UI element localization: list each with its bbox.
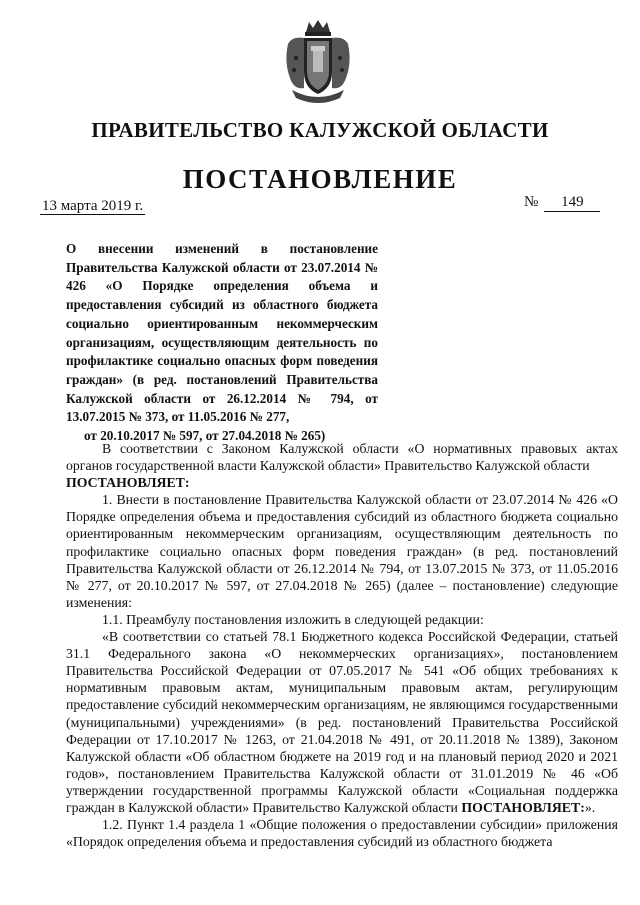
subject-text-end: от 20.10.2017 № 597, от 27.04.2018 № 265) [84, 428, 326, 444]
preamble-paragraph [66, 440, 618, 474]
document-date: 13 марта 2019 г. [42, 198, 144, 214]
kaluga-coat-of-arms-icon [282, 18, 354, 104]
subject-text: О внесении изменений в постановление Правительства Калужской области от 23.07.2014 № 426 «О Порядке определения объема и предоставления субсидий из областного бюджета социально ориентированным некоммерческим организациям, осуществляющим деятельность по профилактике социально опасных форм поведения граждан» (в ред. постановлений Правительства Калужской области от 26.12.2014 № 794, от 13.07.2015 № 373, от 11.05.2016 № 277, [66, 241, 378, 425]
organization-title: ПРАВИТЕЛЬСТВО КАЛУЖСКОЙ ОБЛАСТИ [91, 118, 549, 142]
document-body [66, 440, 618, 850]
quote-paragraph [66, 628, 618, 816]
document-number: 149 [544, 194, 600, 212]
quote-end: ». [584, 799, 596, 815]
quote-text: «В соответствии со статьей 78.1 Бюджетного кодекса Российской Федерации, статьей 31.1 Федерального закона «О некоммерческих организациях», постановлением Правительства Российской Федерации от 07.05.2017 № 541 «Об общих требованиях к нормативным правовым актам, муниципальным правовым актам, регулирующим предоставление субсидий некоммерческим организациям, не являющимся государственными (муниципальными) учреждениями» (в ред. постановлений Правительства Российской Федерации от 17.10.2017 № 1263, от 21.04.2018 № 491, от 20.11.2018 № 1389), Законом Калужской области «Об областном бюджете на 2019 год и на плановый период 2020 и 2021 годов», постановлением Правительства Калужской области от 31.01.2019 № 46 «Об утверждении государственной программы Калужской области «Социальная поддержка граждан в Калужской области» Правительство Калужской области [66, 629, 618, 815]
preamble-text: В соответствии с Законом Калужской области «О нормативных правовых актах органов государственной власти Калужской области» Правительство Калужской области [66, 441, 618, 474]
document-date-line [40, 198, 145, 215]
decree-word: ПОСТАНОВЛЯЕТ: [66, 475, 190, 491]
number-label: № [524, 194, 539, 210]
document-subject [66, 240, 378, 446]
document-type: ПОСТАНОВЛЕНИЕ [182, 164, 458, 194]
document-number-line [524, 194, 600, 212]
item-1-paragraph: 1. Внести в постановление Правительства Калужской области от 23.07.2014 № 426 «О Порядке определения объема и предоставления субсидий из областного бюджета социально ориентированным некоммерческим организациям, осуществляющим деятельность по профилактике социально опасных форм поведения граждан» (в ред. постановлений Правительства Калужской области от 26.12.2014 № 794, от 13.07.2015 № 373, от 11.05.2016 № 277, от 20.10.2017 № 597, от 27.04.2018 № 265) (далее – постановление) следующие изменения: [66, 492, 618, 610]
item-1-2-paragraph: 1.2. Пункт 1.4 раздела 1 «Общие положения о предоставлении субсидии» приложения «Порядок определения объема и предоставления субсидий из областного бюджета [66, 817, 618, 850]
item-1-1-paragraph: 1.1. Преамбулу постановления изложить в следующей редакции: [102, 611, 484, 627]
quote-decree-word: ПОСТАНОВЛЯЕТ: [461, 799, 585, 815]
